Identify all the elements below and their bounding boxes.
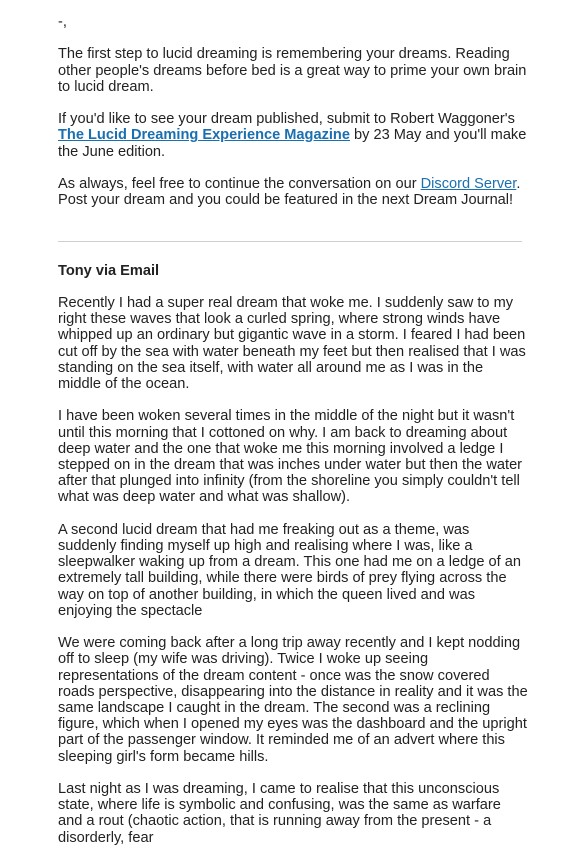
entry-paragraph: A second lucid dream that had me freaking out as a theme, was suddenly finding myself up high and realising where I was, like a sleepwalker waking up from a dream. This one had me on a ledge of an extremely tall building, while there were birds of prey flying across the way on top of another building, in which the queen lived and was enjoying the spectacle — [58, 521, 521, 619]
intro-p3-text-before: As always, feel free to continue the conversation on our — [58, 175, 421, 192]
intro-p3-text-after: . Post your dream and you could be featured in the next Dream Journal! — [58, 175, 521, 209]
entry-author-heading: Tony via Email — [58, 262, 160, 279]
section-spacer — [58, 225, 528, 237]
intro-paragraph-3 — [58, 176, 528, 208]
magazine-link[interactable]: The Lucid Dreaming Experience Magazine — [58, 127, 350, 144]
intro-paragraph-1: The first step to lucid dreaming is remembering your dreams. Reading other people's dreams before bed is a great way to prime your own brain to lucid dream. — [58, 46, 527, 95]
intro-paragraph-2 — [58, 111, 528, 160]
entry-paragraph: Last night as I was dreaming, I came to realise that this unconscious state, where life is symbolic and confusing, was the same as warfare and a rout (chaotic action, that is running away from the present - a disorderly, fear — [58, 781, 501, 846]
discord-server-link[interactable]: Discord Server — [420, 175, 517, 192]
newsletter-body — [58, 14, 528, 862]
entry-paragraph: Recently I had a super real dream that woke me. I suddenly saw to my right these waves that look a curled spring, where strong winds have whipped up an ordinary but gigantic wave in a storm. I feared I had been cut off by the sea with water beneath my feet but then realised that I was standing on the sea itself, with water all around me as I was in the middle of the ocean. — [58, 294, 526, 392]
intro-p2-text-before: If you'd like to see your dream published, submit to Robert Waggoner's — [58, 111, 515, 128]
section-divider — [58, 241, 522, 242]
intro-fragment: -, — [58, 14, 67, 30]
entry-paragraph: I have been woken several times in the middle of the night but it wasn't until this morning that I cottoned on why. I am back to dreaming about deep water and the one that woke me this morning involved a ledge I stepped on in the dream that was inches under water but then the water after that plunged into infinity (from the shoreline you simply couldn't tell what was deep water and what was shallow). — [58, 408, 523, 506]
intro-p2-text-after: by 23 May and you'll make the June edition. — [58, 127, 527, 160]
entry-paragraph: We were coming back after a long trip away recently and I kept nodding off to sleep (my wife was driving). Twice I woke up seeing representations of the dream content - once was the snow covered roads perspective, disappearing into the distance in reality and it was the same landscape I caught in the dream. The second was a reclining figure, which when I opened my eyes was the dashboard and the upright part of the passenger window. It reminded me of an advert where this sleeping girl's form became hills. — [58, 635, 528, 765]
